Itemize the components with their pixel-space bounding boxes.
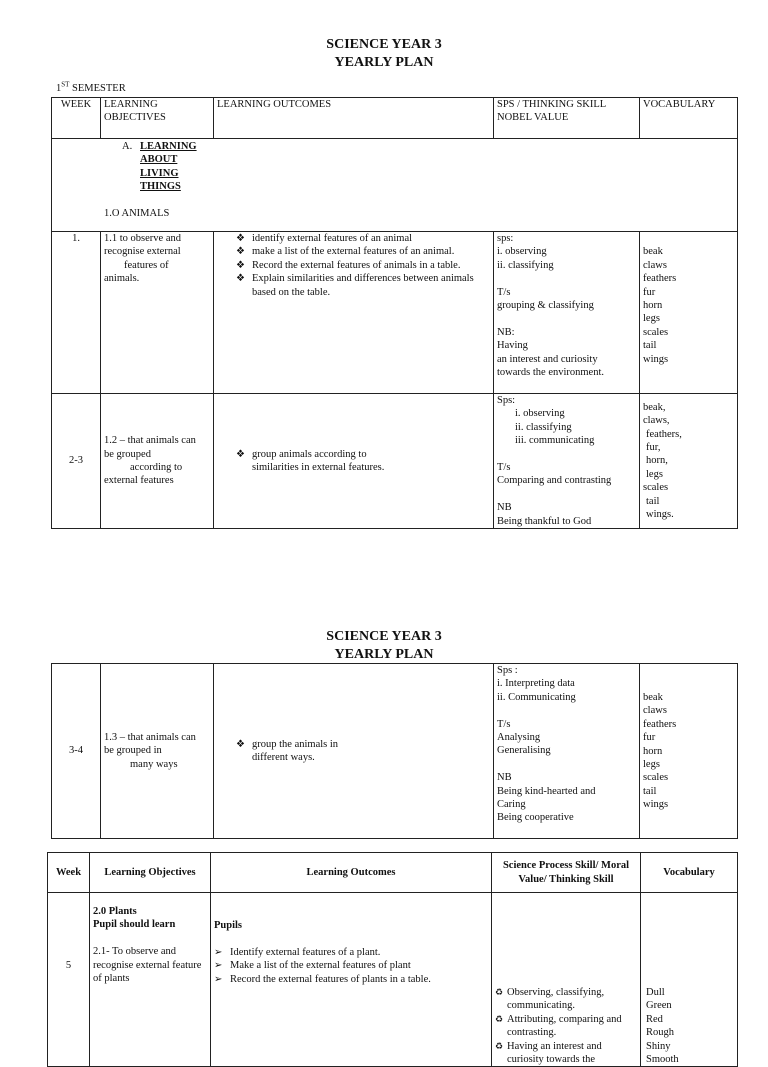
- row-week: 3-4: [52, 664, 101, 839]
- skill-item: ♻ Having an interest and curiosity towards the: [495, 1040, 637, 1067]
- section-heading: [52, 139, 737, 194]
- row-objective: 1.2 – that animals can be grouped according to external features: [101, 394, 214, 529]
- outcome-item: ❖ make a list of the external features of an animal.: [236, 245, 490, 258]
- topic-heading: 2.0 Plants: [93, 906, 137, 917]
- outcome-item: ❖ identify external features of an animal: [236, 232, 490, 245]
- row-outcomes: [214, 394, 494, 529]
- row-skills: [492, 893, 641, 1067]
- outcome-item: ➢ Record the external features of plants in a table.: [214, 973, 488, 986]
- table-header-row: [52, 98, 738, 139]
- header-vocabulary: Vocabulary: [641, 853, 738, 893]
- semester-label: 1ST SEMESTER: [56, 80, 126, 94]
- row-week: 1.: [52, 232, 101, 394]
- row-sps: Sps : i. Interpreting data ii. Communicating T/s Analysing Generalising NB Being kind-hearted and Caring Being cooperative: [494, 664, 640, 839]
- header-outcomes: Learning Outcomes: [211, 853, 492, 893]
- row-objective: 1.1 to observe and recognise external features of animals.: [101, 232, 214, 394]
- row-vocabulary: beak claws feathers fur horn legs scales tail wings: [640, 232, 738, 394]
- row-outcomes: Pupils ➢ Identify external features of a plant. ➢ Make a list of the external features of plant ➢ Record the external features of plants in a table.: [211, 893, 492, 1067]
- section-row: [52, 139, 738, 232]
- header-objectives: LEARNING OBJECTIVES: [101, 98, 214, 139]
- row-outcomes: [214, 232, 494, 394]
- header-vocabulary: VOCABULARY: [640, 98, 738, 139]
- page-subtitle: YEARLY PLAN: [334, 55, 434, 70]
- table-row: [52, 394, 738, 529]
- header-objectives: Learning Objectives: [90, 853, 211, 893]
- outcome-item: ➢ Make a list of the external features of plant: [214, 959, 488, 972]
- row-vocabulary: beak claws feathers fur horn legs scales tail wings: [640, 664, 738, 839]
- section-letter: A.: [122, 141, 133, 152]
- yearly-plan-table-2: [51, 663, 738, 839]
- skill-item: ♻ Attributing, comparing and contrasting.: [495, 1013, 637, 1040]
- row-week: 5: [48, 893, 90, 1067]
- row-vocabulary: Dull Green Red Rough Shiny Smooth: [641, 893, 738, 1067]
- outcome-item: ❖ group the animals in different ways.: [236, 738, 362, 765]
- outcome-item: ❖ Record the external features of animals in a table.: [236, 259, 490, 272]
- plants-plan-table: [47, 852, 738, 1067]
- row-objective: 1.3 – that animals can be grouped in many ways: [101, 664, 214, 839]
- row-vocabulary: beak, claws, feathers, fur, horn, legs scales tail wings.: [640, 394, 738, 529]
- subtopic-label: 1.O ANIMALS: [104, 207, 170, 219]
- row-week: 2-3: [52, 394, 101, 529]
- header-outcomes: LEARNING OUTCOMES: [214, 98, 494, 139]
- outcome-item: ➢ Identify external features of a plant.: [214, 946, 488, 959]
- header-skill: Science Process Skill/ Moral Value/ Thinking Skill: [492, 853, 641, 893]
- page-title: SCIENCE YEAR 3: [326, 37, 442, 52]
- table-row: [52, 664, 738, 839]
- section-title: LEARNING ABOUT LIVING THINGS: [140, 141, 197, 193]
- row-sps: sps: i. observing ii. classifying T/s grouping & classifying NB: Having an interest and curiosity towards the environment.: [494, 232, 640, 394]
- outcome-item: ❖ Explain similarities and differences between animals based on the table.: [236, 272, 490, 299]
- page-subtitle-2: YEARLY PLAN: [334, 647, 434, 662]
- table-row: [48, 893, 738, 1067]
- row-objective: 2.0 Plants Pupil should learn 2.1- To observe and recognise external feature of plants: [90, 893, 211, 1067]
- table-header-row: [48, 853, 738, 893]
- row-sps: Sps: i. observing ii. classifying iii. communicating T/s Comparing and contrasting NB Being thankful to God: [494, 394, 640, 529]
- outcome-item: ❖ group animals according to similarities in external features.: [236, 448, 392, 475]
- row-outcomes: [214, 664, 494, 839]
- header-sps: SPS / THINKING SKILL NOBEL VALUE: [494, 98, 640, 139]
- header-week: Week: [48, 853, 90, 893]
- yearly-plan-table-1: [51, 97, 738, 529]
- table-row: [52, 232, 738, 394]
- skill-item: ♻ Observing, classifying, communicating.: [495, 986, 637, 1013]
- header-week: WEEK: [52, 98, 101, 139]
- page-title-2: SCIENCE YEAR 3: [326, 629, 442, 644]
